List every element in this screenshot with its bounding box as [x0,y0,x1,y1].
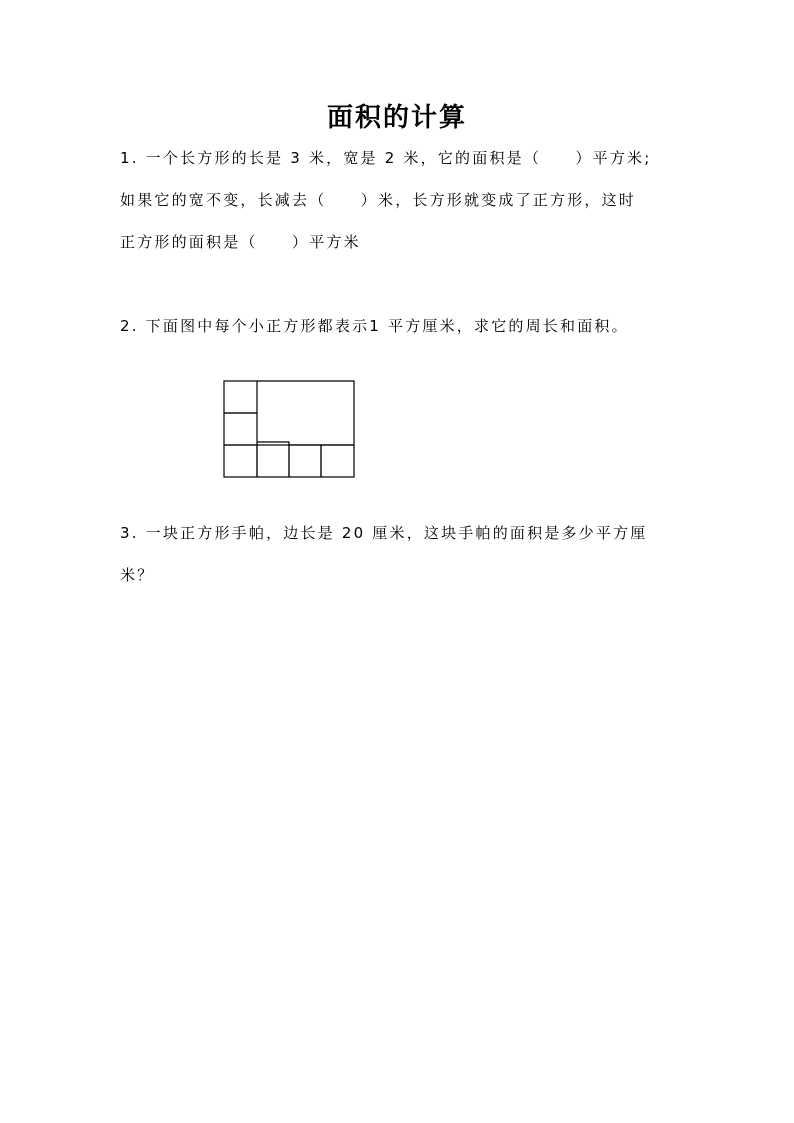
grid-square-bottom-4 [321,445,354,477]
grid-square-left-middle [224,413,257,445]
grid-square-bottom-2 [257,445,289,477]
grid-square-bottom-3 [289,445,321,477]
grid-square-left-top [224,381,257,413]
grid-large-region [257,381,354,445]
question-1-line-3: 正方形的面积是（ ）平方米 [120,233,361,251]
grid-square-bottom-1 [224,445,257,477]
question-1-line-2: 如果它的宽不变，长减去（ ）米，长方形就变成了正方形，这时 [120,191,637,209]
question-3-line-1: 3. 一块正方形手帕，边长是 20 厘米，这块手帕的面积是多少平方厘 [120,524,648,542]
question-2-line-1: 2. 下面图中每个小正方形都表示1 平方厘米，求它的周长和面积。 [120,317,629,335]
grid-figure [223,380,357,480]
page-title: 面积的计算 [326,103,467,133]
question-3-line-2: 米？ [120,566,155,584]
question-1-line-1: 1. 一个长方形的长是 3 米，宽是 2 米，它的面积是（ ）平方米; [120,149,652,167]
